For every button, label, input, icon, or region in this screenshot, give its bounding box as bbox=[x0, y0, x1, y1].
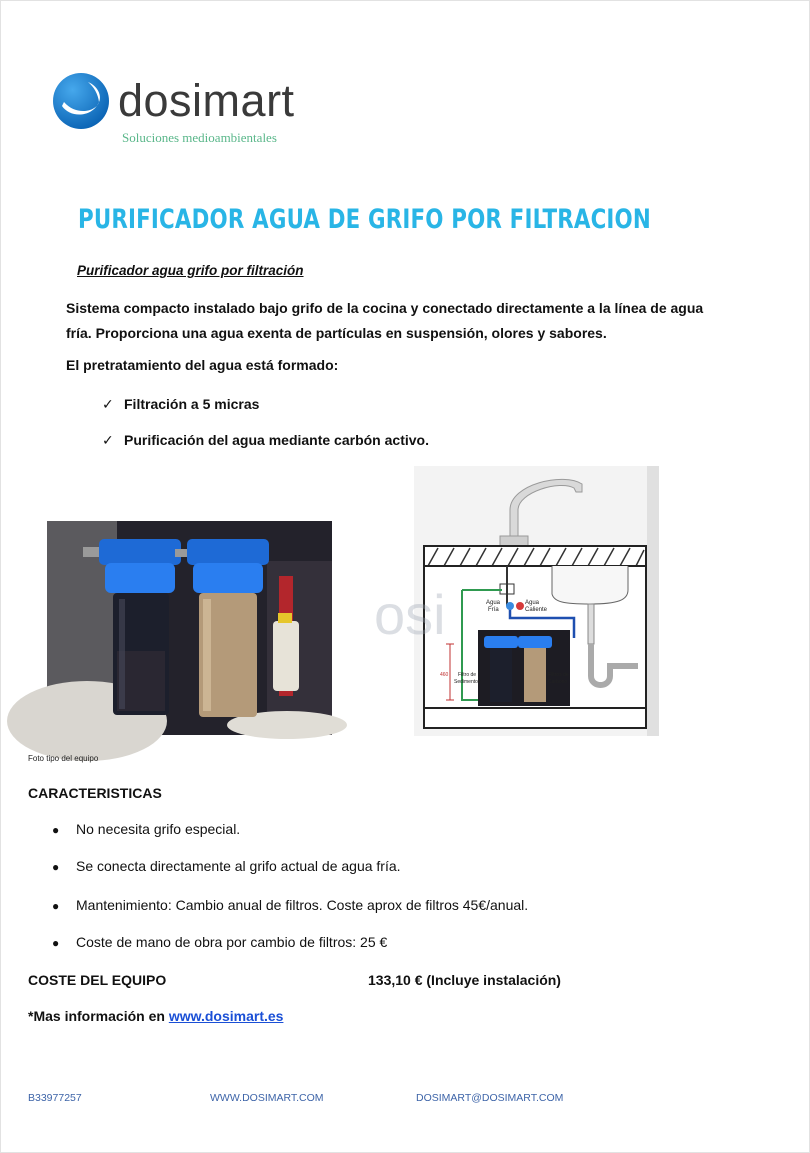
characteristic-item bbox=[52, 934, 387, 950]
pretreatment-item-label: Purificación del agua mediante carbón activo. bbox=[124, 432, 429, 448]
pretreatment-heading: El pretratamiento del agua está formado: bbox=[66, 357, 339, 373]
sediment-filter-label-2: Sedimentos bbox=[454, 679, 481, 685]
website-link[interactable]: www.dosimart.es bbox=[168, 1008, 284, 1024]
characteristic-text: Se conecta directamente al grifo actual de agua fría. bbox=[76, 858, 401, 874]
footer-cif: B33977257 bbox=[28, 1092, 82, 1104]
document-subtitle: Purificador agua grifo por filtración bbox=[77, 263, 304, 278]
bullet-icon: ● bbox=[52, 823, 60, 837]
sediment-filter-label: Filtro de bbox=[458, 672, 477, 678]
bullet-icon: ● bbox=[52, 936, 60, 950]
description-paragraph: Sistema compacto instalado bajo grifo de la cocina y conectado directamente a la línea de agua fría. Proporciona una agua exenta de partículas en suspensión, olores y sabores. bbox=[66, 300, 704, 341]
characteristic-item bbox=[52, 897, 528, 913]
photo-caption: Foto tipo del equipo bbox=[28, 754, 99, 763]
under-sink-installation-diagram bbox=[374, 466, 659, 736]
bullet-icon: ● bbox=[52, 860, 60, 874]
characteristics-heading: CARACTERISTICAS bbox=[28, 785, 162, 801]
footer-web: WWW.DOSIMART.COM bbox=[210, 1092, 324, 1104]
footer-email: DOSIMART@DOSIMART.COM bbox=[416, 1092, 564, 1104]
checkmark-icon: ✓ bbox=[102, 432, 114, 448]
more-info-text: *Mas información en bbox=[28, 1008, 169, 1024]
brand-tagline: Soluciones medioambientales bbox=[122, 130, 277, 145]
watermark: osi bbox=[374, 583, 446, 646]
carbon-filter-label-2: Carbono bbox=[548, 679, 568, 685]
checkmark-icon: ✓ bbox=[102, 396, 114, 412]
cold-water-label-2: Fría bbox=[488, 607, 499, 613]
cost-value: 133,10 € (Incluye instalación) bbox=[368, 972, 561, 988]
carbon-filter-label: Filtros de bbox=[548, 672, 569, 678]
characteristic-text: Coste de mano de obra por cambio de filtros: 25 € bbox=[76, 934, 388, 950]
cost-label: COSTE DEL EQUIPO bbox=[28, 972, 167, 988]
hot-water-label: Agua bbox=[525, 600, 540, 606]
brand-name: dosimart bbox=[118, 75, 295, 126]
characteristic-item bbox=[52, 858, 401, 874]
document-title: PURIFICADOR AGUA DE GRIFO POR FILTRACION bbox=[78, 204, 651, 235]
characteristic-text: Mantenimiento: Cambio anual de filtros. Coste aprox de filtros 45€/anual. bbox=[76, 897, 529, 913]
hot-water-label-2: Caliente bbox=[525, 607, 548, 613]
pretreatment-item-label: Filtración a 5 micras bbox=[124, 396, 260, 412]
cold-water-label: Agua bbox=[486, 600, 501, 606]
pretreatment-item bbox=[102, 396, 259, 413]
filter-housings-photo bbox=[47, 521, 332, 735]
bullet-icon: ● bbox=[52, 899, 60, 913]
height-label: 460 bbox=[440, 672, 449, 678]
dosimart-logo-icon bbox=[52, 72, 110, 130]
more-info bbox=[28, 1008, 283, 1024]
characteristic-text: No necesita grifo especial. bbox=[76, 821, 241, 837]
characteristic-item bbox=[52, 821, 240, 837]
pretreatment-item bbox=[102, 432, 429, 449]
